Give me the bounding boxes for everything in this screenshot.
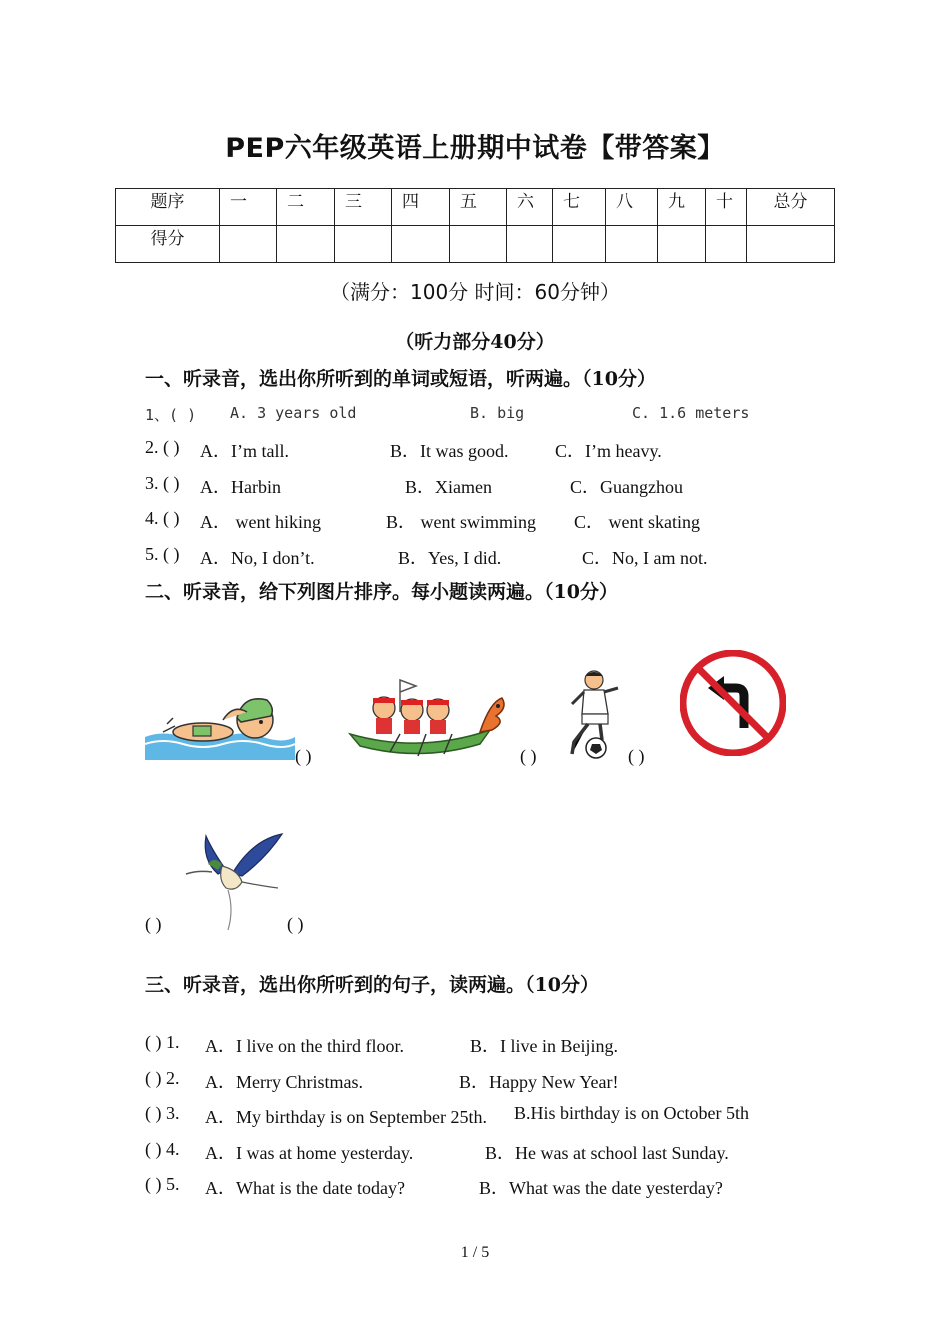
table-cell: 六 bbox=[507, 189, 553, 226]
s3-q5-option-b: B．What was the date yesterday? bbox=[479, 1178, 723, 1198]
table-cell: 总分 bbox=[747, 189, 835, 226]
score-cell[interactable] bbox=[507, 226, 553, 263]
no-left-turn-sign bbox=[680, 650, 786, 756]
table-cell: 题序 bbox=[116, 189, 220, 226]
score-cell[interactable] bbox=[450, 226, 507, 263]
score-cell[interactable] bbox=[220, 226, 277, 263]
s2-blank-3[interactable]: ( ) bbox=[628, 746, 645, 766]
s2-blank-5[interactable]: ( ) bbox=[287, 914, 304, 934]
listening-label: （听力部分40分） bbox=[395, 331, 555, 353]
s3-q5-number: ( ) 5. bbox=[145, 1174, 180, 1194]
score-cell[interactable] bbox=[706, 226, 747, 263]
exam-info: （满分：100分 时间：60分钟） bbox=[330, 280, 620, 304]
s2-blank-2[interactable]: ( ) bbox=[520, 746, 537, 766]
s3-q4-option-b: B．He was at school last Sunday. bbox=[485, 1143, 729, 1163]
s1-q3-option-a: A．Harbin bbox=[200, 477, 281, 497]
score-cell[interactable] bbox=[747, 226, 835, 263]
table-cell: 七 bbox=[553, 189, 606, 226]
table-cell: 二 bbox=[277, 189, 335, 226]
score-table-score-row bbox=[116, 226, 835, 263]
s3-q3-option-b: B.His birthday is on October 5th bbox=[514, 1103, 749, 1123]
score-table-header-row bbox=[116, 189, 835, 226]
s3-q1-number: ( ) 1. bbox=[145, 1032, 180, 1052]
s1-q4-option-c: C． went skating bbox=[574, 512, 700, 532]
s1-q3-option-b: B．Xiamen bbox=[405, 477, 492, 497]
s1-q1-option-a: A. 3 years old bbox=[230, 404, 357, 422]
s1-q3-number: 3. ( ) bbox=[145, 473, 180, 493]
s1-q1-option-b: B. big bbox=[470, 404, 525, 422]
s3-q5-option-a: A．What is the date today? bbox=[205, 1178, 405, 1198]
table-cell: 十 bbox=[706, 189, 747, 226]
s1-q4-option-b: B． went swimming bbox=[386, 512, 537, 532]
table-cell: 五 bbox=[450, 189, 507, 226]
score-cell[interactable] bbox=[658, 226, 706, 263]
s1-q5-option-a: A．No, I don’t. bbox=[200, 548, 315, 568]
table-cell: 八 bbox=[606, 189, 658, 226]
s3-q2-number: ( ) 2. bbox=[145, 1068, 180, 1088]
s3-q1-option-b: B．I live in Beijing. bbox=[470, 1036, 618, 1056]
s1-q2-option-c: C．I’m heavy. bbox=[555, 441, 662, 461]
score-cell[interactable] bbox=[335, 226, 392, 263]
s3-q2-option-a: A．Merry Christmas. bbox=[205, 1072, 363, 1092]
s3-q2-option-b: B．Happy New Year! bbox=[459, 1072, 619, 1092]
table-cell: 得分 bbox=[116, 226, 220, 263]
section2-heading: 二、听录音，给下列图片排序。每小题读两遍。（10分） bbox=[145, 581, 618, 603]
s1-q2-number: 2. ( ) bbox=[145, 437, 180, 457]
s3-q1-option-a: A．I live on the third floor. bbox=[205, 1036, 404, 1056]
s2-blank-1[interactable]: ( ) bbox=[295, 746, 312, 766]
section3-heading: 三、听录音，选出你所听到的句子，读两遍。（10分） bbox=[145, 974, 599, 996]
s2-blank-4[interactable]: ( ) bbox=[145, 914, 162, 934]
swimming-picture bbox=[143, 682, 297, 762]
page-number: 1 / 5 bbox=[460, 1244, 490, 1261]
page-title: PEP六年级英语上册期中试卷【带答案】 bbox=[225, 133, 725, 164]
table-cell: 一 bbox=[220, 189, 277, 226]
s1-q3-option-c: C．Guangzhou bbox=[570, 477, 683, 497]
table-cell: 四 bbox=[392, 189, 450, 226]
section1-heading: 一、听录音，选出你所听到的单词或短语，听两遍。（10分） bbox=[145, 368, 656, 390]
soccer-picture bbox=[560, 668, 626, 762]
s1-q5-option-b: B．Yes, I did. bbox=[398, 548, 502, 568]
score-cell[interactable] bbox=[392, 226, 450, 263]
s1-q1-number: 1、( ) bbox=[145, 406, 197, 424]
s1-q2-option-a: A．I’m tall. bbox=[200, 441, 289, 461]
s3-q3-option-a: A．My birthday is on September 25th. bbox=[205, 1107, 487, 1127]
score-cell[interactable] bbox=[277, 226, 335, 263]
dragon-boat-picture bbox=[340, 672, 510, 762]
score-table bbox=[115, 188, 835, 263]
s1-q2-option-b: B．It was good. bbox=[390, 441, 509, 461]
s1-q1-option-c: C. 1.6 meters bbox=[632, 404, 750, 422]
s1-q4-option-a: A． went hiking bbox=[200, 512, 321, 532]
table-cell: 九 bbox=[658, 189, 706, 226]
score-cell[interactable] bbox=[606, 226, 658, 263]
s3-q3-number: ( ) 3. bbox=[145, 1103, 180, 1123]
s1-q5-option-c: C．No, I am not. bbox=[582, 548, 708, 568]
s1-q5-number: 5. ( ) bbox=[145, 544, 180, 564]
score-cell[interactable] bbox=[553, 226, 606, 263]
kite-picture bbox=[182, 830, 284, 932]
table-cell: 三 bbox=[335, 189, 392, 226]
s1-q4-number: 4. ( ) bbox=[145, 508, 180, 528]
s3-q4-option-a: A．I was at home yesterday. bbox=[205, 1143, 414, 1163]
s3-q4-number: ( ) 4. bbox=[145, 1139, 180, 1159]
